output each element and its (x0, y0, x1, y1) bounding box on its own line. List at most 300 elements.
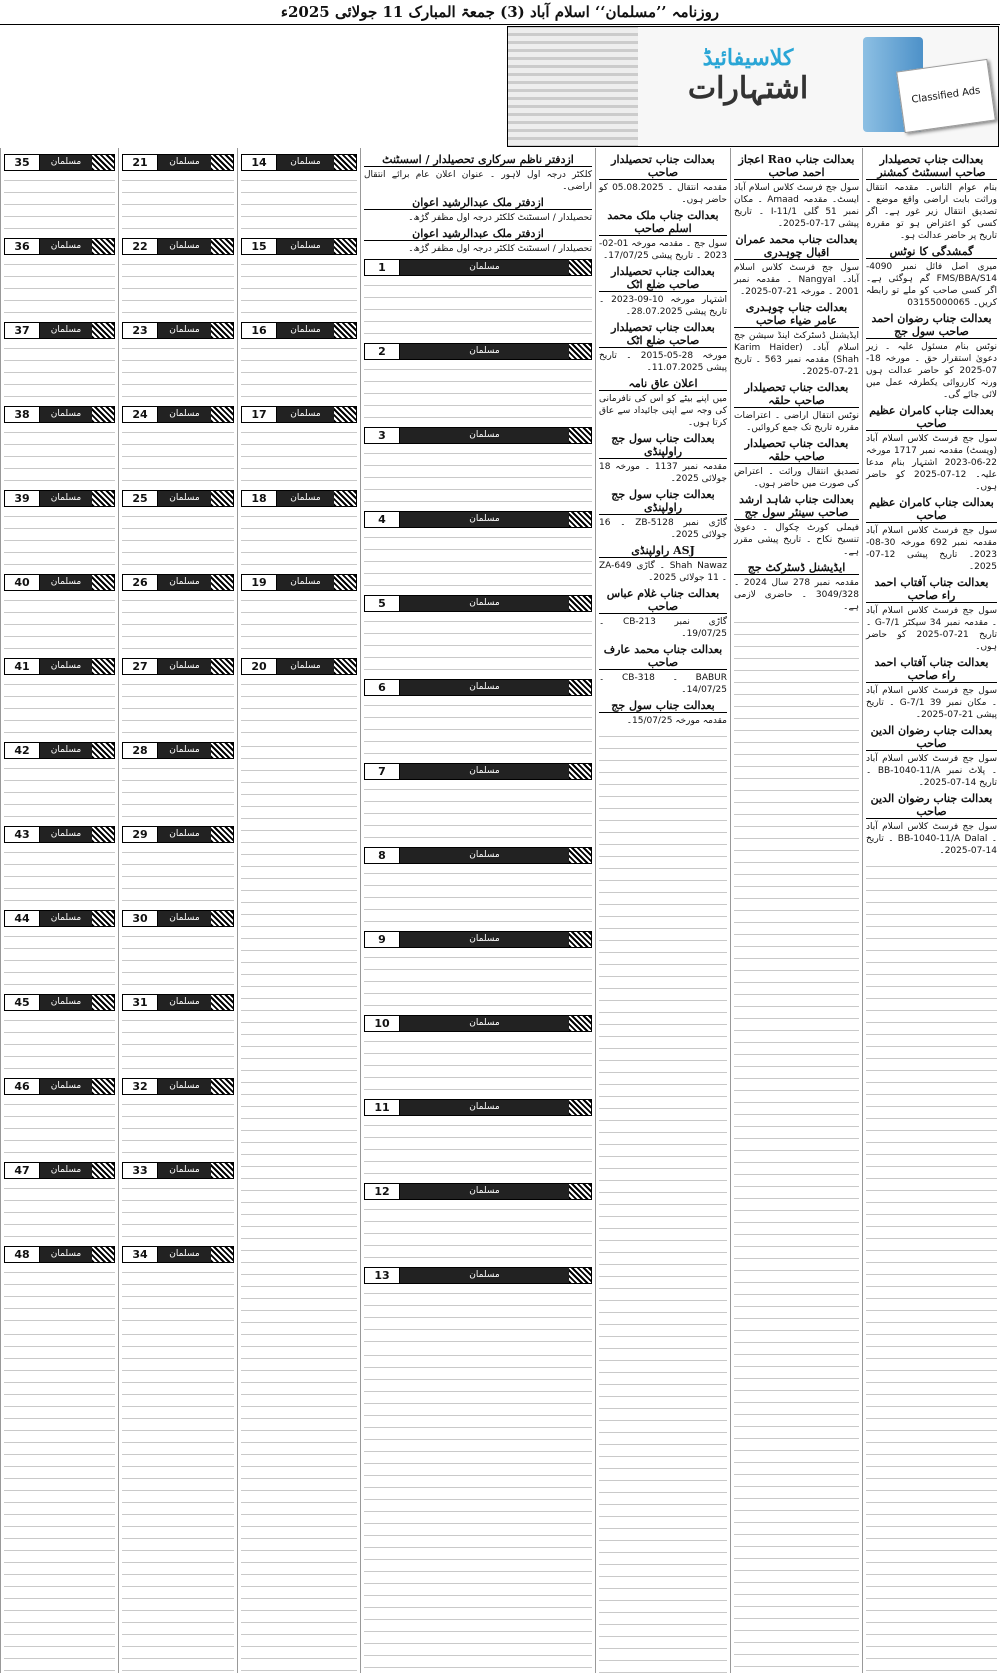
ad-number-tag (364, 1267, 592, 1284)
stripe-decoration (569, 764, 591, 779)
banner-title-line2: اشتہارات (687, 71, 809, 106)
ad-number: 46 (5, 1079, 40, 1094)
ad-number: 14 (242, 155, 277, 170)
stripe-decoration (211, 743, 233, 758)
ad-number-tag (364, 511, 592, 528)
stripe-decoration (334, 155, 356, 170)
ad-body: مورخہ 28-05-2015 ۔ تاریخ پیشی 11.07.2025۔ (599, 351, 727, 373)
ad-number: 32 (123, 1079, 158, 1094)
ad-number-tag (122, 1246, 234, 1263)
stripe-decoration (211, 995, 233, 1010)
stripe-decoration (211, 407, 233, 422)
ad-heading: بعدالت جناب محمد عمران اقبال چوہدری (735, 233, 858, 259)
ad-number: 11 (365, 1100, 400, 1115)
ad-text-block (364, 783, 592, 843)
ad-text-block (122, 1182, 234, 1242)
ad-number-label: مسلمان (400, 680, 569, 695)
column-text-filler (4, 1328, 115, 1673)
ad-text-block (241, 174, 357, 234)
stripe-decoration (334, 323, 356, 338)
ad-number: 40 (5, 575, 40, 590)
ad-number-label: مسلمان (400, 596, 569, 611)
ad-text-block (364, 447, 592, 507)
ad-number: 39 (5, 491, 40, 506)
ad-heading: اعلان عاق نامہ (599, 377, 727, 391)
stripe-decoration (211, 575, 233, 590)
ad-heading: بعدالت جناب آفتاب احمد راء صاحب (866, 576, 997, 603)
ad-number: 12 (365, 1184, 400, 1199)
ad-number: 16 (242, 323, 277, 338)
stripe-decoration (211, 1163, 233, 1178)
ad-number-tag (4, 910, 115, 927)
ad-body: سول جج ۔ مقدمہ مورخہ 01-02-2023 ۔ تاریخ پیشی 17/07/25۔ (599, 239, 727, 261)
ad-body: کلکٹر درجہ اول لاہور ۔ عنوان اعلان عام برائے انتقال اراضی۔ (364, 170, 592, 192)
ad-number: 13 (365, 1268, 400, 1283)
ad-text-block (122, 258, 234, 318)
ad-heading: ازدفتر ملک عبدالرشید اعوان (364, 227, 592, 241)
ad-body: گاڑی نمبر CB-213 ۔ 19/07/25۔ (599, 617, 727, 639)
stripe-decoration (211, 155, 233, 170)
ad-number: 38 (5, 407, 40, 422)
ad-body: سول جج فرسٹ کلاس اسلام آباد ۔ پلاٹ نمبر BB-1040-11/A ۔ تاریخ 14-07-2025۔ (866, 754, 997, 788)
stripe-decoration (211, 491, 233, 506)
stripe-decoration (569, 848, 591, 863)
ad-number-label: مسلمان (158, 743, 211, 758)
ad-number: 43 (5, 827, 40, 842)
ad-number: 5 (365, 596, 400, 611)
ad-text-block (364, 1203, 592, 1263)
ad-number: 7 (365, 764, 400, 779)
ad-number-label: مسلمان (158, 407, 211, 422)
ad-number-label: مسلمان (400, 1268, 569, 1283)
ad-column-5 (237, 148, 360, 1673)
ad-number-label: مسلمان (40, 1079, 92, 1094)
ad-number-tag (4, 994, 115, 1011)
ad-number-tag (122, 238, 234, 255)
ad-number: 25 (123, 491, 158, 506)
ad-number-tag (241, 490, 357, 507)
ad-number: 8 (365, 848, 400, 863)
ad-body: نوٹس بنام مسئول علیہ ۔ زیر دعویٰ استقرار حق ۔ مورخہ 18-07-2025 کو حاضر عدالت ہوں ورنہ کارروائی یکطرفہ عمل میں لائی جائے گی۔ (866, 342, 997, 400)
ad-text-block (4, 426, 115, 486)
stripe-decoration (334, 491, 356, 506)
ad-number-tag (4, 658, 115, 675)
ad-number-tag (122, 574, 234, 591)
stripe-decoration (569, 344, 591, 359)
ad-number-tag (364, 1183, 592, 1200)
stripe-decoration (92, 323, 114, 338)
ad-number-tag (122, 658, 234, 675)
ad-number: 33 (123, 1163, 158, 1178)
ad-heading: بعدالت جناب غلام عباس صاحب (599, 587, 727, 614)
ad-number-label: مسلمان (400, 1016, 569, 1031)
ad-number: 20 (242, 659, 277, 674)
stripe-decoration (569, 1184, 591, 1199)
ad-number: 29 (123, 827, 158, 842)
ad-number-tag (122, 406, 234, 423)
ad-text-block (364, 1119, 592, 1179)
ad-column-7 (0, 148, 118, 1673)
ad-text-block (241, 342, 357, 402)
ad-number-tag (4, 1162, 115, 1179)
ad-number-tag (122, 154, 234, 171)
ad-number-label: مسلمان (40, 239, 92, 254)
stripe-decoration (334, 407, 356, 422)
ad-body: نوٹس انتقال اراضی ۔ اعتراضات مقررہ تاریخ تک جمع کروائیں۔ (734, 411, 859, 433)
ad-heading: بعدالت جناب تحصیلدار صاحب (599, 153, 727, 180)
ad-text-block (241, 678, 357, 738)
ad-number-tag (241, 406, 357, 423)
ad-heading: ایڈیشنل ڈسٹرکٹ جج (734, 561, 859, 575)
ad-body: بنام عوام الناس۔ مقدمہ انتقال وراثت بابت اراضی واقع موضع ۔ تصدیق انتقال زیر غور ہے۔ اگر کسی کو اعتراض ہو تو مقررہ تاریخ پر حاضر عدالت ہو۔ (866, 183, 997, 241)
ad-number-label: مسلمان (277, 575, 334, 590)
ad-heading: بعدالت جناب آفتاب احمد راء صاحب (866, 656, 997, 683)
ad-body: مقدمہ انتقال ۔ 05.08.2025 کو حاضر ہوں۔ (599, 183, 727, 205)
ad-number-label: مسلمان (400, 344, 569, 359)
ad-number-label: مسلمان (40, 407, 92, 422)
ad-heading: بعدالت جناب تحصیلدار صاحب اسسٹنٹ کمشنر (866, 153, 997, 180)
ad-number-label: مسلمان (158, 491, 211, 506)
ad-number-label: مسلمان (40, 1163, 92, 1178)
ad-number-label: مسلمان (40, 827, 92, 842)
ad-number-label: مسلمان (40, 995, 92, 1010)
ad-text-block (364, 1035, 592, 1095)
ad-text-block (4, 678, 115, 738)
stripe-decoration (92, 1163, 114, 1178)
ad-number-label: مسلمان (400, 512, 569, 527)
ad-number-tag (4, 742, 115, 759)
ad-text-block (122, 342, 234, 402)
ad-number-tag (241, 238, 357, 255)
ad-number-label: مسلمان (277, 323, 334, 338)
ad-body: تصدیق انتقال وراثت ۔ اعتراض کی صورت میں حاضر ہوں۔ (734, 467, 859, 489)
ad-heading: بعدالت جناب شاہد ارشد صاحب سینئر سول جج (734, 493, 859, 520)
ad-number-tag (364, 679, 592, 696)
ad-body: BABUR ۔ CB-318 ۔ 14/07/25۔ (599, 673, 728, 695)
ad-number: 35 (5, 155, 40, 170)
ad-number-tag (364, 343, 592, 360)
ad-number: 47 (5, 1163, 40, 1178)
ad-column-6 (118, 148, 237, 1673)
ad-number-tag (122, 1162, 234, 1179)
ad-number: 45 (5, 995, 40, 1010)
ad-number: 44 (5, 911, 40, 926)
ad-text-block (4, 594, 115, 654)
ad-number: 28 (123, 743, 158, 758)
ad-text-block (241, 594, 357, 654)
ad-number-label: مسلمان (400, 764, 569, 779)
ad-text-block (364, 951, 592, 1011)
ad-heading: ازدفتر ملک عبدالرشید اعوان (364, 196, 592, 210)
ad-number-label: مسلمان (400, 848, 569, 863)
ad-number-tag (4, 1246, 115, 1263)
ad-number-tag (241, 154, 357, 171)
ad-text-block (122, 1014, 234, 1074)
ad-column-3 (595, 148, 730, 1673)
ad-body: تحصیلدار / اسسٹنٹ کلکٹر درجہ اول مظفر گڑھ۔ (408, 244, 592, 254)
ad-text-block (122, 174, 234, 234)
ad-number: 42 (5, 743, 40, 758)
ad-number: 22 (123, 239, 158, 254)
ad-body: مقدمہ نمبر 1137 ۔ مورخہ 18 جولائی 2025۔ (599, 462, 727, 484)
ad-text-block (364, 615, 592, 675)
ad-text-block (4, 1098, 115, 1158)
ad-text-block (4, 762, 115, 822)
ad-text-block (364, 1287, 592, 1347)
stripe-decoration (569, 680, 591, 695)
ad-body: سول جج فرسٹ کلاس اسلام آباد ۔ مکان نمبر 39 G-7/1 ۔ تاریخ پیشی 21-07-2025۔ (866, 686, 997, 720)
ad-number: 48 (5, 1247, 40, 1262)
stripe-decoration (211, 1247, 233, 1262)
stripe-decoration (334, 575, 356, 590)
ad-body: سول جج فرسٹ کلاس اسلام آباد مقدمہ نمبر 692 مورخہ 30-08-2023۔ تاریخ پیشی 12-07-2025۔ (866, 526, 997, 572)
stripe-decoration (569, 1268, 591, 1283)
ad-number: 2 (365, 344, 400, 359)
ad-number-tag (364, 763, 592, 780)
ad-number-tag (4, 490, 115, 507)
ad-heading: بعدالت جناب رضوان الدین صاحب (866, 792, 997, 819)
ad-number-tag (241, 322, 357, 339)
ad-heading: گمشدگی کا نوٹس (866, 245, 997, 259)
ad-text-block (241, 426, 357, 486)
column-text-filler (599, 730, 727, 1673)
ad-heading: بعدالت جناب محمد عارف صاحب (599, 643, 727, 670)
ad-heading: بعدالت جناب تحصیلدار صاحب حلقہ (734, 437, 859, 464)
ad-text-block (122, 594, 234, 654)
ad-text-block (364, 279, 592, 339)
stripe-decoration (569, 1016, 591, 1031)
ad-number-tag (241, 574, 357, 591)
banner-title (648, 45, 848, 125)
ad-number: 1 (365, 260, 400, 275)
ad-number: 27 (123, 659, 158, 674)
ad-heading: بعدالت جناب سول جج راولپنڈی (599, 488, 727, 515)
ad-heading: بعدالت جناب سول جج راولپنڈی (599, 432, 727, 459)
ad-number-label: مسلمان (158, 911, 211, 926)
ad-number: 41 (5, 659, 40, 674)
ad-number: 23 (123, 323, 158, 338)
column-text-filler (241, 740, 357, 1673)
stripe-decoration (92, 239, 114, 254)
ad-number-label: مسلمان (40, 491, 92, 506)
ad-body: اشتہار مورخہ 10-09-2023 ۔ تاریخ پیشی 28.07.2025۔ (599, 295, 727, 317)
ad-number-label: مسلمان (277, 155, 334, 170)
stripe-decoration (92, 659, 114, 674)
ad-number: 26 (123, 575, 158, 590)
stripe-decoration (92, 1247, 114, 1262)
ad-body: گاڑی نمبر ZB-5128 ۔ 16 جولائی 2025۔ (599, 518, 728, 540)
ad-number-label: مسلمان (158, 995, 211, 1010)
ad-number: 21 (123, 155, 158, 170)
ad-number: 10 (365, 1016, 400, 1031)
ad-text-block (4, 510, 115, 570)
ad-text-block (364, 867, 592, 927)
stripe-decoration (211, 911, 233, 926)
ad-body: ایڈیشنل ڈسٹرکٹ اینڈ سیشن جج اسلام آباد۔ (Karim Haider Shah) مقدمہ نمبر 563 ۔ تاریخ 21-07-2025۔ (734, 331, 860, 377)
ad-text-block (364, 363, 592, 423)
stripe-decoration (569, 1100, 591, 1115)
ad-number-label: مسلمان (40, 575, 92, 590)
ad-number-tag (122, 910, 234, 927)
ad-number-label: مسلمان (40, 155, 92, 170)
stripe-decoration (569, 428, 591, 443)
ad-number-tag (364, 595, 592, 612)
ad-heading: بعدالت جناب Rao اعجاز احمد صاحب (734, 153, 859, 180)
ad-heading: ASJ راولپنڈی (599, 544, 727, 558)
stripe-decoration (92, 743, 114, 758)
stripe-decoration (211, 827, 233, 842)
ad-body: سول جج فرسٹ کلاس اسلام آباد ایسٹ۔ مقدمہ Amaad ۔ مکان نمبر 51 گلی 11/1-I ۔ تاریخ پیشی 17-07-2025۔ (734, 183, 859, 229)
ad-text-block (122, 510, 234, 570)
stripe-decoration (569, 512, 591, 527)
ad-text-block (4, 258, 115, 318)
ad-text-block (241, 510, 357, 570)
ad-number: 31 (123, 995, 158, 1010)
stripe-decoration (569, 932, 591, 947)
column-text-filler (866, 860, 997, 1673)
ad-number-label: مسلمان (40, 743, 92, 758)
ad-number-label: مسلمان (400, 1184, 569, 1199)
ad-number: 37 (5, 323, 40, 338)
stripe-decoration (211, 659, 233, 674)
ad-heading: بعدالت جناب چوہدری عامر ضیاء صاحب (734, 301, 859, 328)
ad-column-2 (730, 148, 862, 1673)
ad-number-tag (122, 994, 234, 1011)
ads-columns (0, 148, 1000, 1673)
ad-number-label: مسلمان (400, 260, 569, 275)
newspaper-stack-image (508, 27, 638, 147)
ad-number-tag (364, 1015, 592, 1032)
stripe-decoration (211, 239, 233, 254)
ad-column-4 (360, 148, 595, 1673)
ad-number-tag (122, 322, 234, 339)
ad-number-tag (4, 826, 115, 843)
ad-number-label: مسلمان (158, 1079, 211, 1094)
ad-heading: بعدالت جناب تحصیلدار صاحب حلقہ (734, 381, 859, 408)
classified-banner (507, 26, 999, 147)
ad-number-label: مسلمان (277, 659, 334, 674)
ad-heading: بعدالت جناب ملک محمد اسلم صاحب (599, 209, 727, 236)
ad-heading: بعدالت جناب کامران عظیم صاحب (866, 496, 997, 523)
stripe-decoration (569, 260, 591, 275)
stripe-decoration (334, 659, 356, 674)
ad-number-tag (4, 322, 115, 339)
ad-number: 30 (123, 911, 158, 926)
ad-text-block (364, 531, 592, 591)
ad-heading: بعدالت جناب تحصیلدار صاحب ضلع اٹک (599, 321, 727, 348)
stripe-decoration (92, 155, 114, 170)
ad-body: میری اصل فائل نمبر 4090-FMS/BBA/S14 گم ہوگئی ہے۔ اگر کسی صاحب کو ملے تو رابطہ کریں۔ 03155000065 (866, 262, 997, 308)
banner-title-line1: کلاسیفائیڈ (702, 45, 794, 71)
ad-body: میں اپنے بیٹے کو اس کی نافرمانی کی وجہ سے اپنی جائیداد سے عاق کرتا ہوں۔ (599, 394, 727, 428)
ad-number-label: مسلمان (277, 491, 334, 506)
ad-text-block (4, 1266, 115, 1326)
stripe-decoration (92, 995, 114, 1010)
stripe-decoration (92, 827, 114, 842)
ad-number-label: مسلمان (158, 323, 211, 338)
ad-number: 18 (242, 491, 277, 506)
ad-text-block (122, 1266, 234, 1326)
ad-text-block (122, 762, 234, 822)
ad-number-label: مسلمان (158, 155, 211, 170)
ad-number-tag (4, 238, 115, 255)
ad-body: مقدمہ مورخہ 15/07/25۔ (626, 716, 727, 726)
ad-column-1 (862, 148, 1000, 1673)
ad-number-label: مسلمان (277, 407, 334, 422)
classified-ads-badge: Classified Ads (896, 59, 996, 133)
ad-body: مقدمہ نمبر 278 سال 2024 ۔ 3049/328 ۔ حاضری لازمی ہے۔ (734, 578, 859, 612)
stripe-decoration (211, 323, 233, 338)
ad-text-block (4, 1014, 115, 1074)
ad-number-label: مسلمان (40, 911, 92, 926)
ad-body: سول جج فرسٹ کلاس اسلام آباد ۔ BB-1040-11/A Dalal ۔ تاریخ 14-07-2025۔ (866, 822, 998, 856)
ad-number-label: مسلمان (158, 239, 211, 254)
ad-body: تحصیلدار / اسسٹنٹ کلکٹر درجہ اول مظفر گڑھ۔ (408, 213, 592, 223)
ad-number-label: مسلمان (400, 932, 569, 947)
ad-number: 17 (242, 407, 277, 422)
ad-body: فیملی کورٹ چکوال ۔ دعویٰ تنسیخ نکاح ۔ تاریخ پیشی مقرر ہے۔ (734, 523, 859, 557)
column-text-filler (122, 1328, 234, 1673)
ad-number-tag (4, 1078, 115, 1095)
ad-heading: بعدالت جناب رضوان احمد صاحب سول جج (866, 312, 997, 339)
ad-text-block (4, 846, 115, 906)
page-header: روزنامہ ’’مسلمان‘‘ اسلام آباد (3) جمعۃ المبارک 11 جولائی 2025ء (0, 0, 1000, 25)
stripe-decoration (92, 491, 114, 506)
ad-text-block (364, 699, 592, 759)
stripe-decoration (569, 596, 591, 611)
ad-body: سول جج فرسٹ کلاس اسلام آباد ۔ مقدمہ نمبر 34 سیکٹر G-7/1 ۔ تاریخ 21-07-2025 کو حاضر ہوں۔ (866, 606, 997, 652)
ad-number-label: مسلمان (40, 659, 92, 674)
ad-number-tag (241, 658, 357, 675)
ad-number-label: مسلمان (40, 1247, 92, 1262)
ad-number-tag (4, 574, 115, 591)
stripe-decoration (92, 1079, 114, 1094)
ad-number-tag (364, 847, 592, 864)
stripe-decoration (92, 911, 114, 926)
ad-number-tag (122, 826, 234, 843)
ad-number: 15 (242, 239, 277, 254)
ad-number-label: مسلمان (158, 827, 211, 842)
ad-heading: بعدالت جناب سول جج (599, 699, 727, 713)
ad-number: 36 (5, 239, 40, 254)
ad-text-block (122, 930, 234, 990)
ad-number: 3 (365, 428, 400, 443)
column-text-filler (364, 1349, 592, 1673)
ad-number-tag (122, 742, 234, 759)
ad-number-tag (122, 1078, 234, 1095)
ad-heading: بعدالت جناب تحصیلدار صاحب ضلع اٹک (599, 265, 727, 292)
ad-number-label: مسلمان (158, 575, 211, 590)
ad-number-label: مسلمان (40, 323, 92, 338)
ad-number-tag (122, 490, 234, 507)
ad-number-tag (364, 1099, 592, 1116)
ad-text-block (4, 1182, 115, 1242)
ad-text-block (4, 174, 115, 234)
ad-number-tag (364, 931, 592, 948)
ad-heading: ازدفتر ناظم سرکاری تحصیلدار / اسسٹنٹ (364, 153, 592, 167)
ad-heading: بعدالت جناب رضوان الدین صاحب (866, 724, 997, 751)
ad-number-tag (364, 259, 592, 276)
ad-number: 9 (365, 932, 400, 947)
ad-number: 34 (123, 1247, 158, 1262)
ad-text-block (122, 1098, 234, 1158)
column-text-filler (734, 616, 859, 1673)
ad-number-label: مسلمان (158, 659, 211, 674)
ad-number: 4 (365, 512, 400, 527)
ad-body: Shah Nawaz ۔ گاڑی ZA-649 ۔ 11 جولائی 2025۔ (599, 561, 727, 583)
stripe-decoration (92, 407, 114, 422)
ad-number-tag (4, 154, 115, 171)
